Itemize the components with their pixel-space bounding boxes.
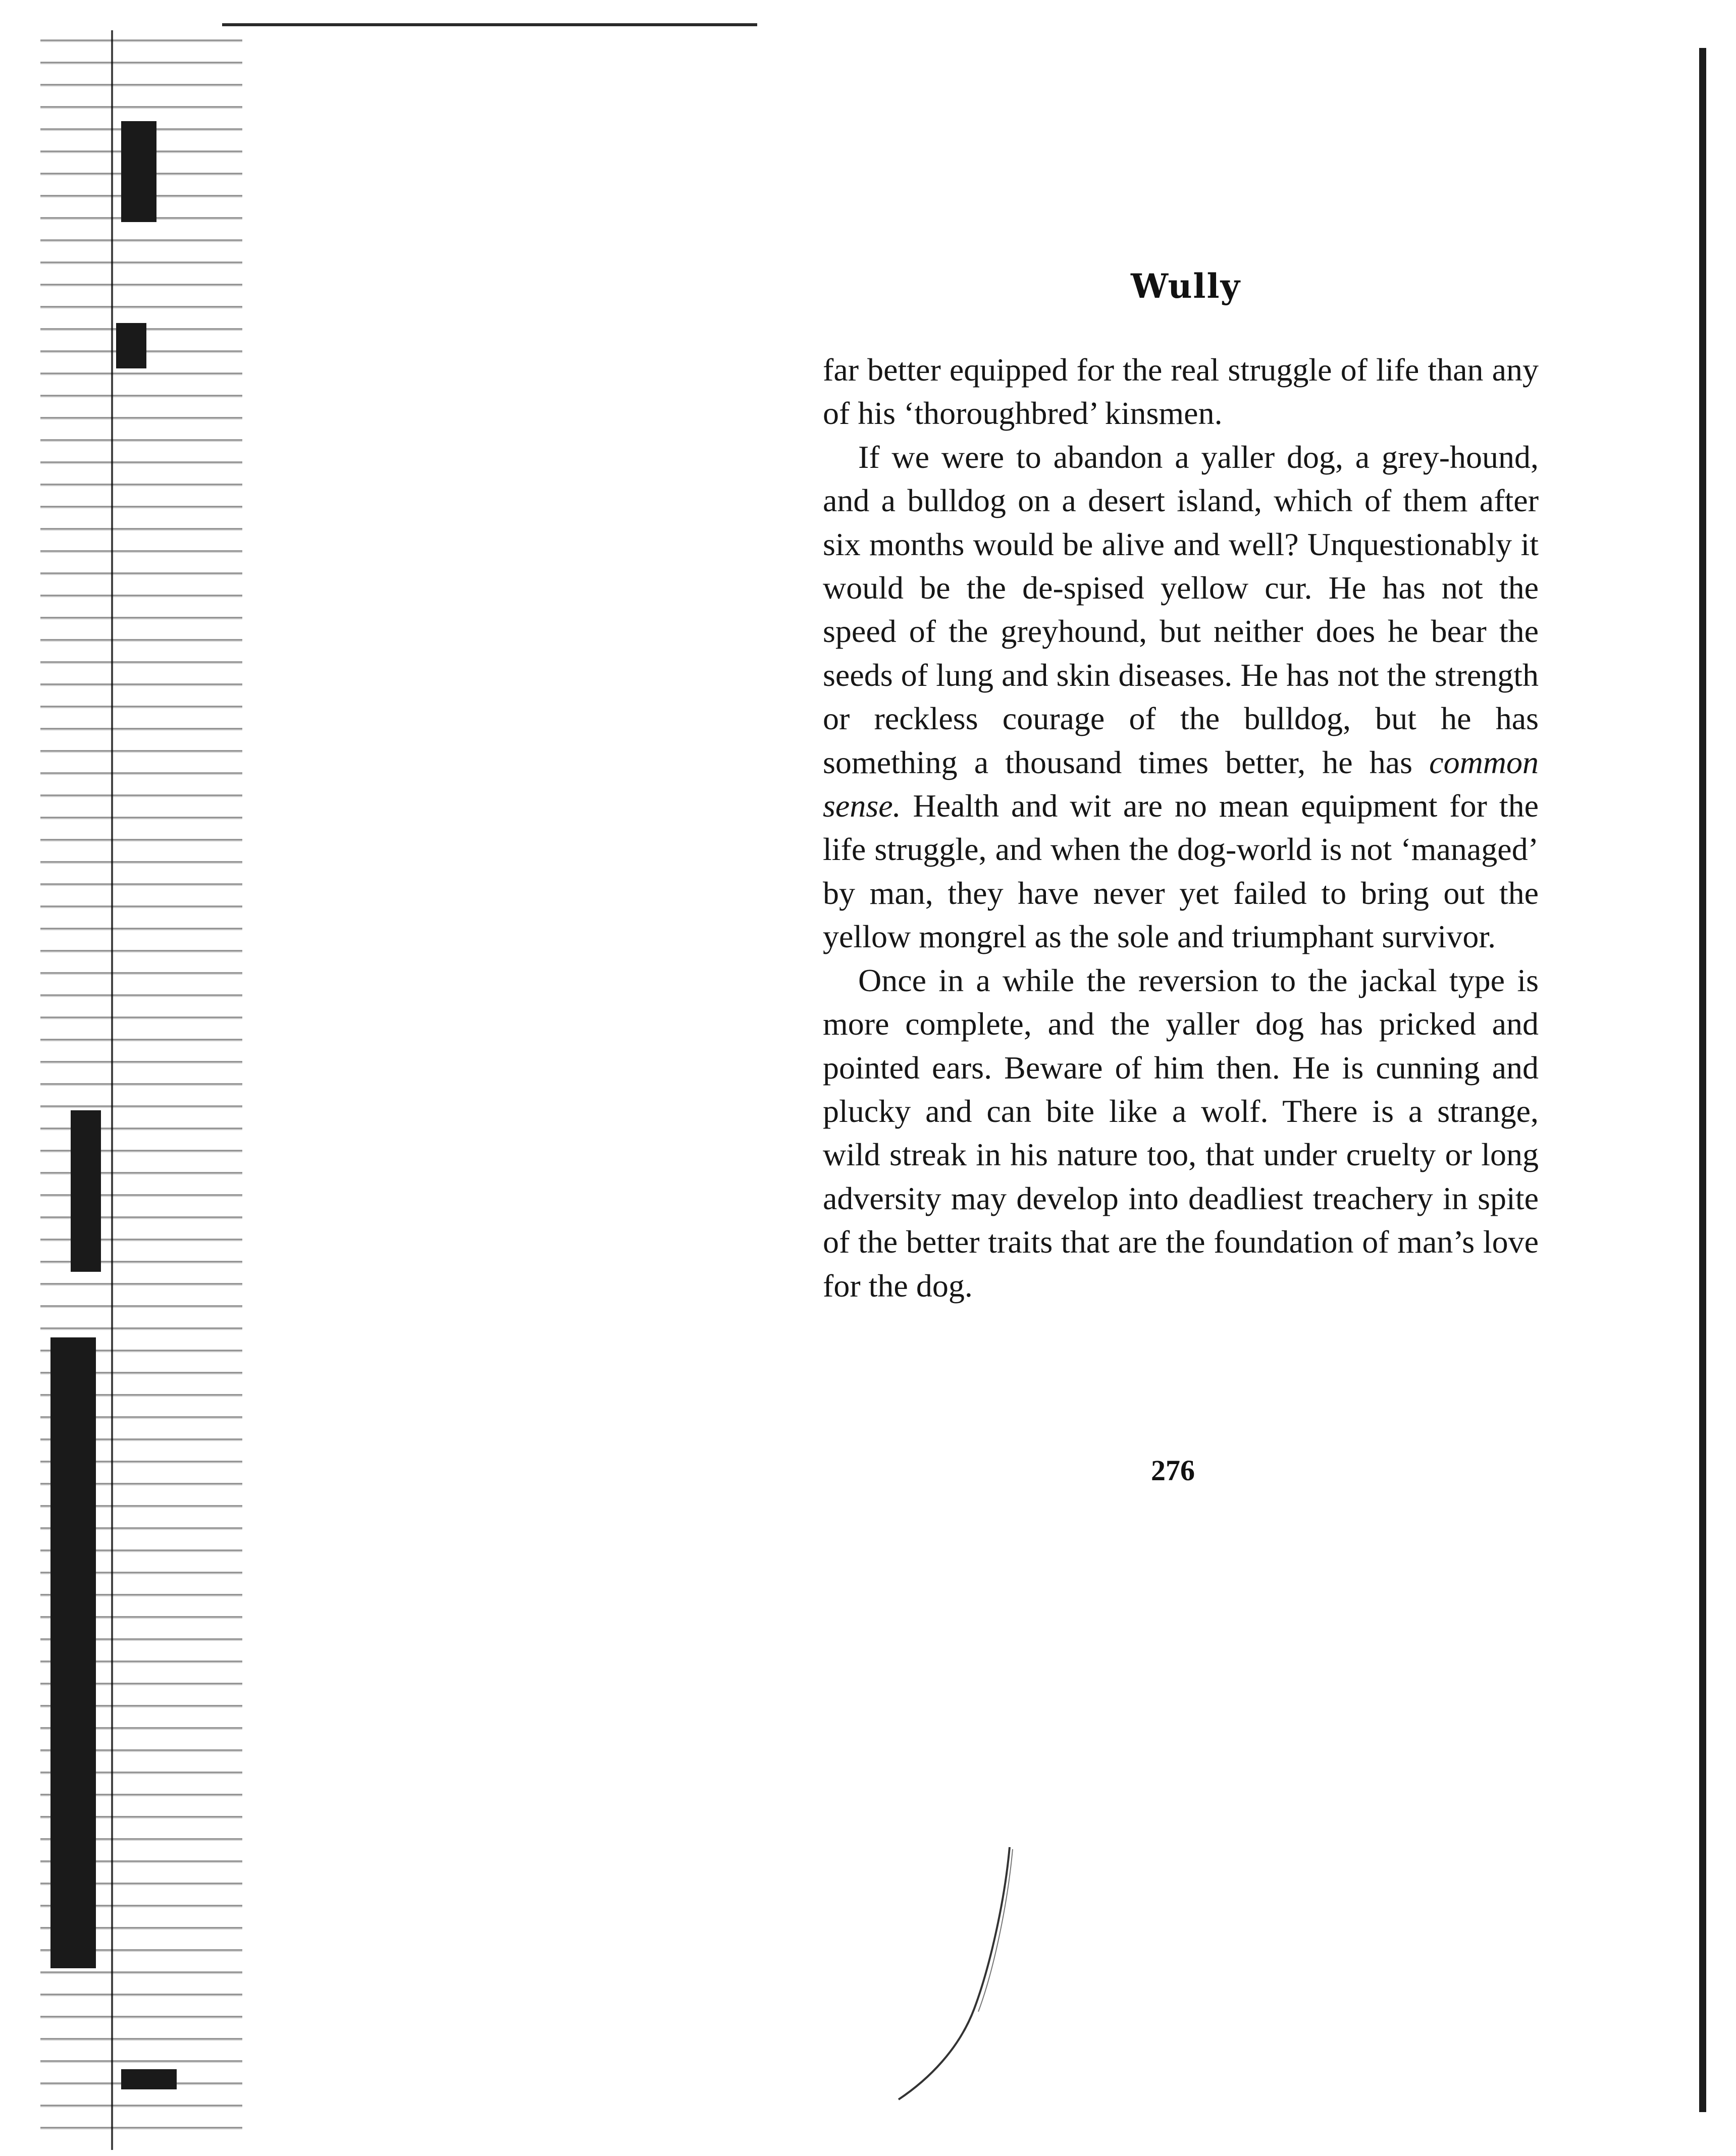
running-head: Wully [1131, 266, 1241, 306]
paragraph-2-text-a: If we were to abandon a yaller dog, a grey-hound, and a bulldog on a desert island, which of them after six months would be alive and well? Unquestionably it would be the de-spised yellow cur. He has not the speed of the greyhound, but neither does he bear the seeds of lung and skin diseases. He has not the strength or reckless courage of the bulldog, but he has something a thousand times better, he has [823, 439, 1539, 780]
pencil-stroke [888, 1842, 1020, 2105]
paragraph-1: far better equipped for the real struggle of life than any of his ‘thoroughbred’ kinsmen. [823, 352, 1539, 432]
binding-strip-4 [50, 1337, 96, 1968]
right-edge-rule [1699, 48, 1706, 2112]
page-number: 276 [1151, 1454, 1195, 1487]
paragraph-2-italic: common sense. [823, 744, 1539, 824]
paragraph-2 [823, 436, 1539, 959]
binding-strip-1 [121, 121, 156, 222]
binding-strip-2 [116, 323, 146, 368]
paragraph-3: Once in a while the reversion to the jackal type is more complete, and the yaller dog has pricked and pointed ears. Beware of him then. He is cunning and plucky and can bite like a wolf. There is a strange, wild streak in his nature too, that under cruelty or long adversity may develop into deadliest treachery in spite of the better traits that are the foundation of man’s love for the dog. [823, 962, 1539, 1304]
paragraph-2-text-b: Health and wit are no mean equipment for the life struggle, and when the dog-world is not ‘managed’ by man, they have never yet failed to bring out the yellow mongrel as the sole and triumphant survivor. [823, 788, 1539, 955]
top-edge-rule [222, 23, 757, 26]
binding-strip-3 [71, 1110, 101, 1272]
body-text [823, 348, 1539, 1308]
binding-strip-5 [121, 2069, 177, 2089]
